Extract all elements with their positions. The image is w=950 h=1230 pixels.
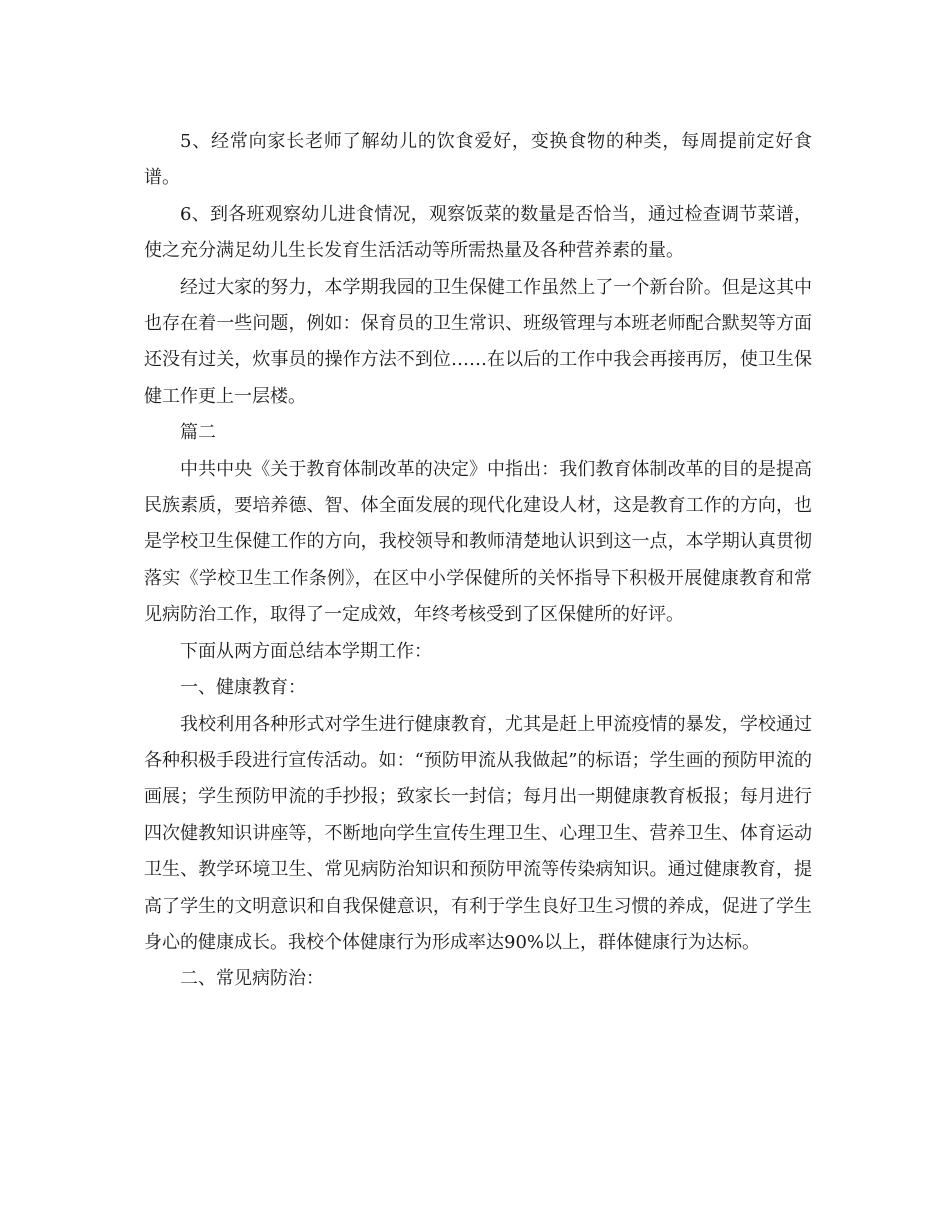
- paragraph-overview: 下面从两方面总结本学期工作：: [180, 640, 432, 662]
- section-heading-disease-prevention: 二、常见病防治：: [180, 968, 324, 990]
- document-body: [144, 124, 812, 998]
- paragraph-item-5: 5、经常向家长老师了解幼儿的饮食爱好，变换食物的种类，每周提前定好食谱。: [144, 131, 812, 189]
- paragraph-intro: 中共中央《关于教育体制改革的决定》中指出：我们教育体制改革的目的是提高民族素质，要培养德、智、体全面发展的现代化建设人材，这是教育工作的方向，也是学校卫生保健工作的方向，我校领导和教师清楚地认识到这一点，本学期认真贯彻落实《学校卫生工作条例》，在区中小学保健所的关怀指导下积极开展健康教育和常见病防治工作，取得了一定成效，年终考核受到了区保健所的好评。: [144, 458, 812, 626]
- paragraph-item-6: 6、到各班观察幼儿进食情况，观察饭菜的数量是否恰当，通过检查调节菜谱，使之充分满足幼儿生长发育生活活动等所需热量及各种营养素的量。: [144, 203, 812, 262]
- section-heading-part-two: 篇二: [180, 422, 216, 444]
- section-heading-health-education: 一、健康教育：: [180, 677, 306, 699]
- paragraph-summary: 经过大家的努力，本学期我园的卫生保健工作虽然上了一个新台阶。但是这其中也存在着一些问题，例如：保育员的卫生常识、班级管理与本班老师配合默契等方面还没有过关，炊事员的操作方法不到位……在以后的工作中我会再接再厉，使卫生保健工作更上一层楼。: [144, 276, 812, 407]
- paragraph-health-education: 我校利用各种形式对学生进行健康教育，尤其是赶上甲流疫情的暴发，学校通过各种积极手段进行宣传活动。如：“预防甲流从我做起”的标语；学生画的预防甲流的画展；学生预防甲流的手抄报；致家长一封信；每月出一期健康教育板报；每月进行四次健教知识讲座等，不断地向学生宣传生理卫生、心理卫生、营养卫生、体育运动卫生、教学环境卫生、常见病防治知识和预防甲流等传染病知识。通过健康教育，提高了学生的文明意识和自我保健意识，有利于学生良好卫生习惯的养成，促进了学生身心的健康成长。我校个体健康行为形成率达90%以上，群体健康行为达标。: [144, 713, 812, 953]
